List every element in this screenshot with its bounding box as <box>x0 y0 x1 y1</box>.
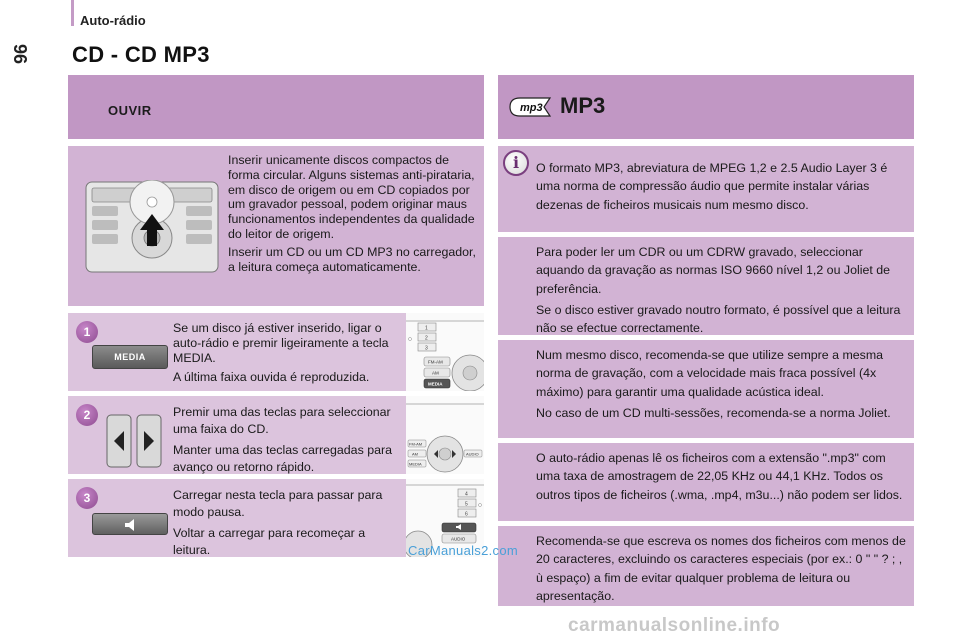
listen-title: OUVIR <box>108 103 152 118</box>
step-3-panel <box>68 479 406 557</box>
mp3-info-panel-4 <box>498 443 914 521</box>
step-number-badge: 1 <box>76 321 98 343</box>
info-paragraph: O formato MP3, abreviatura de MPEG 1,2 e 2.5 Audio Layer 3 é uma norma de compressão áudio que permite instalar várias dezenas de ficheiros musicais num mesmo disco. <box>536 161 888 212</box>
preset-label: 5 <box>465 501 468 508</box>
media-label: MEDIA <box>409 461 422 467</box>
page-number: 96 <box>10 43 30 65</box>
radio-panel-icon <box>406 313 484 391</box>
step-paragraph: Voltar a carregar para recomeçar a leitura. <box>173 526 366 557</box>
watermark-left: CarManuals2.com <box>408 543 518 558</box>
step-paragraph: A última faixa ouvida é reproduzida. <box>173 370 370 384</box>
insert-cd-panel <box>68 146 484 306</box>
step-3-text <box>173 487 403 563</box>
radio-with-cd-icon <box>84 180 220 274</box>
mp3-title: MP3 <box>560 93 606 118</box>
step-2-text <box>173 404 403 480</box>
step-paragraph: Carregar nesta tecla para passar para modo pausa. <box>173 488 383 519</box>
radio-thumbnail-track <box>406 396 484 474</box>
listen-header-panel <box>68 75 484 139</box>
info-paragraph: Para poder ler um CDR ou um CDRW gravado, seleccionar aquando da gravação as normas ISO 9660 nível 1,2 ou Joliet de preferência. <box>536 245 891 296</box>
mp3-info-text <box>536 449 908 507</box>
step-paragraph: Manter uma das teclas carregadas para avanço ou retorno rápido. <box>173 443 393 474</box>
watermark-right: carmanualsonline.info <box>568 615 781 636</box>
fm-am-label: FM-AM <box>428 359 443 365</box>
section-label: Auto-rádio <box>80 13 146 28</box>
info-paragraph: Se o disco estiver gravado noutro formato, é possível que a leitura não se efectue correctamente. <box>536 302 901 336</box>
am-label: AM <box>432 370 439 376</box>
mp3-info-panel-1 <box>498 146 914 232</box>
info-paragraph: Num mesmo disco, recomenda-se que utilize sempre a mesma norma de gravação, com a velocidade mais fraca possível (4x máximo) para garantir uma qualidade acústica ideal. <box>536 348 884 399</box>
mp3-logo-icon <box>506 96 554 118</box>
preset-label: 1 <box>425 325 428 332</box>
am-label: AM <box>412 451 418 457</box>
media-label: MEDIA <box>428 381 443 387</box>
info-paragraph: Recomenda-se que escreva os nomes dos ficheiros com menos de 20 caracteres, excluindo os caracteres especiais (por ex.: 0 " " ? ; , ù espaço) a fim de evitar qualquer problema de leitura ou apresentação. <box>536 534 906 603</box>
preset-label: 4 <box>465 491 468 498</box>
speaker-symbol-icon <box>93 514 169 536</box>
pause-key-icon <box>92 513 168 535</box>
sidebar-accent-line <box>71 0 74 26</box>
audio-label: AUDIO <box>466 451 479 457</box>
info-icon: i <box>503 150 529 176</box>
track-arrow-keys-icon <box>106 414 162 468</box>
step-number-badge: 3 <box>76 487 98 509</box>
insert-paragraph: Inserir unicamente discos compactos de forma circular. Alguns sistemas anti-pirataria, em disco de origem ou em CD copiados por um gravador pessoal, podem originar maus funcionamentos independentes da qualidade do leitor de origem. <box>228 153 475 241</box>
info-paragraph: No caso de um CD multi-sessões, recomenda-se a norma Joliet. <box>536 405 891 420</box>
radio-thumbnail-media <box>406 313 484 391</box>
step-number-badge: 2 <box>76 404 98 426</box>
preset-label: 6 <box>465 511 468 518</box>
fm-am-label: FM-AM <box>409 441 423 447</box>
preset-label: 3 <box>425 345 428 352</box>
mp3-logo-text: mp3 <box>520 102 543 114</box>
step-paragraph: Premir uma das teclas para seleccionar uma faixa do CD. <box>173 405 391 436</box>
insert-instructions <box>228 153 478 277</box>
info-paragraph: O auto-rádio apenas lê os ficheiros com a extensão ".mp3" com uma taxa de amostragem de 22,05 KHz ou 44,1 KHz. Todos os outros tipos de ficheiros (.wma, .mp4, m3u...) não podem ser lidos. <box>536 451 903 502</box>
step-1-text <box>173 321 403 389</box>
mp3-info-panel-2 <box>498 237 914 335</box>
audio-label: AUDIO <box>451 536 466 542</box>
mp3-info-panel-3 <box>498 340 914 438</box>
step-2-panel <box>68 396 406 474</box>
step-paragraph: Se um disco já estiver inserido, ligar o auto-rádio e premir ligeiramente a tecla MEDIA. <box>173 321 389 365</box>
mp3-info-text <box>536 346 908 425</box>
preset-label: 2 <box>425 335 428 342</box>
mp3-info-text <box>536 243 908 340</box>
mp3-info-text <box>536 532 908 608</box>
step-1-panel <box>68 313 406 391</box>
insert-paragraph: Inserir um CD ou um CD MP3 no carregador, a leitura começa automaticamente. <box>228 244 476 274</box>
mp3-header-panel <box>498 75 914 139</box>
mp3-info-panel-5 <box>498 526 914 606</box>
mp3-info-text <box>536 159 908 217</box>
radio-panel-icon <box>406 396 484 474</box>
page-title: CD - CD MP3 <box>72 42 210 67</box>
media-key-icon: MEDIA <box>92 345 168 369</box>
